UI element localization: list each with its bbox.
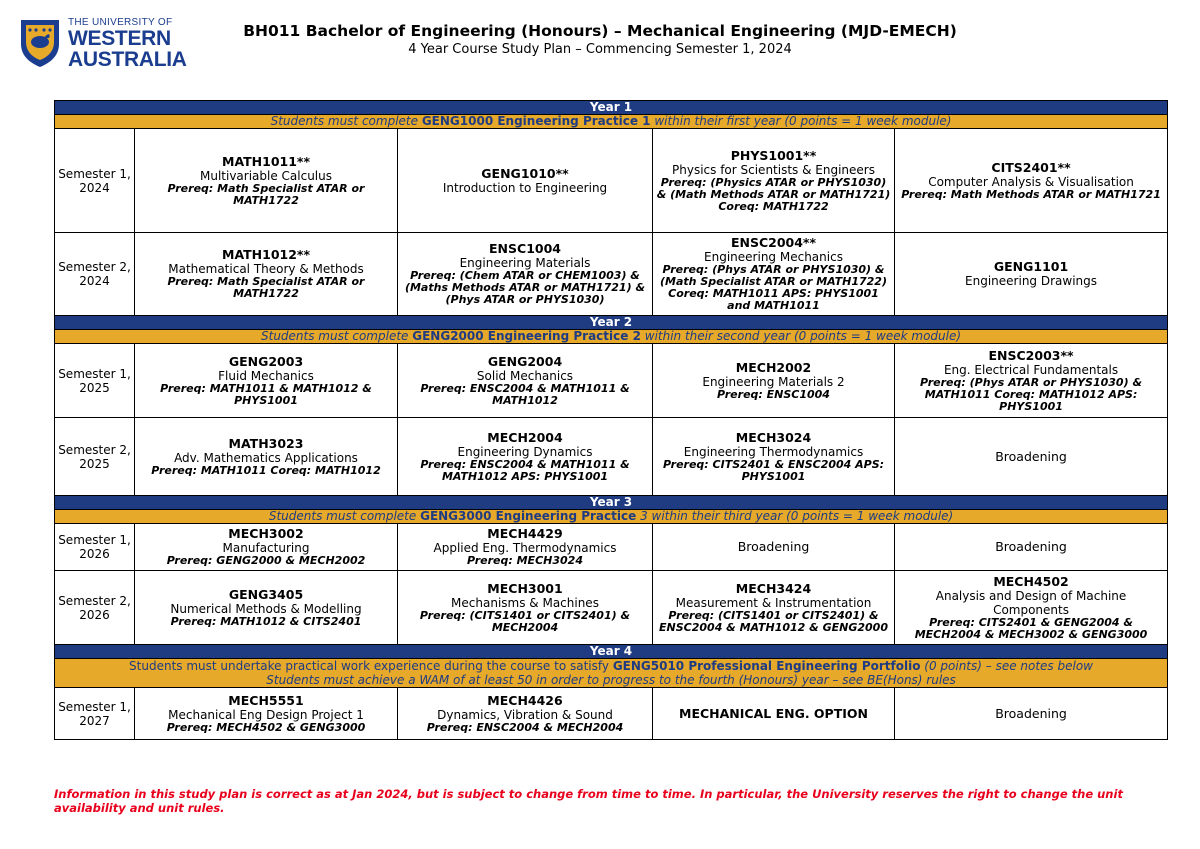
unit-name: Analysis and Design of Machine Components [935,588,1127,617]
unit-code: MECH4429 [487,526,563,541]
unit-code: MECH4426 [487,692,563,708]
unit-prereq: Prereq: MECH3024 [467,554,583,567]
unit-cell [653,524,895,571]
unit-name: Numerical Methods & Modelling [170,601,362,616]
semester-row [55,418,1168,496]
unit-prereq: Prereq: Math Methods ATAR or MATH1721 [901,187,1161,201]
broadening-label: Broadening [995,539,1067,554]
unit-cell [895,233,1168,316]
unit-cell [653,571,895,645]
unit-code: PHYS1001** [730,147,817,163]
broadening-label: Broadening [737,539,810,554]
unit-code: MECH3024 [735,429,812,445]
unit-cell [653,233,895,316]
unit-name: Manufacturing [222,541,310,555]
year-note-row [55,330,1168,344]
year-label: Year 3 [55,496,1168,510]
semester-label: Semester 1, 2024 [55,129,135,233]
logo-line-1: THE UNIVERSITY OF [68,17,173,28]
unit-code: ENSC2003** [988,347,1074,363]
unit-name: Applied Eng. Thermodynamics [433,541,617,555]
unit-name: Mechanisms & Machines [451,595,599,610]
unit-code: MECH4502 [993,573,1069,589]
unit-cell [895,571,1168,645]
logo-line-3: AUSTRALIA [68,48,187,71]
semester-label: Semester 1, 2027 [55,688,135,740]
unit-name: Engineering Drawings [965,274,1098,288]
unit-name: Physics for Scientists & Engineers [672,162,875,177]
unit-cell [135,524,398,571]
unit-prereq: Prereq: CITS2401 & ENSC2004 APS: PHYS1001 [662,457,885,483]
unit-prereq: Prereq: CITS2401 & GENG2004 & MECH2004 & MECH3002 & GENG3000 [914,615,1148,641]
option-label: MECHANICAL ENG. OPTION [679,705,868,721]
unit-name: Engineering Materials [459,256,591,270]
semester-row [55,688,1168,740]
unit-cell [398,688,653,740]
unit-name: Fluid Mechanics [218,368,314,383]
unit-prereq: Prereq: (CITS1401 or CITS2401) & MECH2004 [419,608,631,634]
unit-cell [135,688,398,740]
note-unit: GENG5010 Professional Engineering Portfolio [612,659,921,673]
logo-line-2: WESTERN [68,27,171,50]
note-unit: GENG2000 Engineering Practice 2 [412,329,641,343]
semester-label: Semester 2, 2025 [55,418,135,496]
unit-name: Mathematical Theory & Methods [168,262,364,276]
unit-cell [398,418,653,496]
year-note [55,510,1168,524]
unit-code: MECH3424 [735,580,812,596]
unit-name: Mechanical Eng Design Project 1 [168,707,364,722]
unit-cell [135,571,398,645]
year-note [55,330,1168,344]
footer-disclaimer: Information in this study plan is correct as at Jan 2024, but is subject to change from time to time. In particular, the University reserves the right to change the unit availability and unit rules. [54,787,1123,815]
year-note [55,115,1168,129]
year-note-row [55,115,1168,129]
unit-code: ENSC1004 [489,241,561,256]
note-text-pre: Students must complete [270,114,422,128]
unit-cell [653,688,895,740]
semester-row [55,571,1168,645]
university-logo [18,17,187,71]
year-note [55,659,1168,688]
unit-code: CITS2401** [991,159,1071,175]
unit-cell [398,571,653,645]
semester-label: Semester 2, 2024 [55,233,135,316]
unit-code: MECH3002 [228,526,304,541]
unit-name: Eng. Electrical Fundamentals [943,362,1119,377]
note-text-pre: Students must undertake practical work experience during the course to satisfy [129,659,613,673]
unit-prereq: Prereq: Math Specialist ATAR or MATH1722 [167,181,365,207]
unit-cell [653,129,895,233]
broadening-label: Broadening [995,705,1067,721]
university-wordmark [68,17,187,71]
unit-prereq: Prereq: (Phys ATAR or PHYS1030) & (Math Specialist ATAR or MATH1722) Coreq: MATH1011 APS: PHYS1001 and MATH1011 [660,263,887,312]
unit-cell [398,524,653,571]
unit-name: Engineering Thermodynamics [683,444,864,459]
unit-cell [895,129,1168,233]
unit-code: GENG1010** [481,165,569,181]
unit-cell [653,418,895,496]
year-label: Year 4 [55,645,1168,659]
semester-label: Semester 2, 2026 [55,571,135,645]
unit-name: Solid Mechanics [476,368,574,383]
unit-cell [135,233,398,316]
unit-code: MATH3023 [228,435,304,451]
unit-cell [135,418,398,496]
unit-name: Dynamics, Vibration & Sound [437,707,613,722]
unit-prereq: Prereq: (CITS1401 or CITS2401) & ENSC2004 & MATH1012 & GENG2000 [659,608,888,634]
unit-name: Engineering Dynamics [457,444,593,459]
unit-name: Adv. Mathematics Applications [174,450,358,465]
unit-name: Engineering Mechanics [704,250,843,264]
year-note-row [55,659,1168,688]
unit-prereq: Prereq: MATH1012 & CITS2401 [170,614,362,628]
year-header-row [55,496,1168,510]
page-subtitle: 4 Year Course Study Plan – Commencing Semester 1, 2024 [408,42,792,57]
note-wam-requirement: Students must achieve a WAM of at least 50 in order to progress to the fourth (Honours) year – see BE(Hons) rules [266,673,956,687]
unit-cell [895,344,1168,418]
year-header-row [55,101,1168,115]
unit-code: GENG1101 [993,259,1069,274]
study-plan-table [54,100,1168,740]
semester-label: Semester 1, 2026 [55,524,135,571]
unit-cell [398,129,653,233]
unit-code: MECH2004 [487,429,563,445]
year-header-row [55,645,1168,659]
semester-row [55,344,1168,418]
unit-code: MATH1011** [222,153,310,169]
year-header-row [55,316,1168,330]
unit-prereq: Prereq: ENSC2004 & MATH1011 & MATH1012 APS: PHYS1001 [420,457,630,483]
note-unit: GENG3000 Engineering Practice [420,509,637,523]
unit-code: GENG2004 [487,353,563,369]
unit-cell [653,344,895,418]
unit-prereq: Prereq: ENSC2004 & MATH1011 & MATH1012 [420,381,630,407]
note-text-pre: Students must complete [268,509,421,523]
unit-name: Engineering Materials 2 [702,374,845,389]
note-text-pre: Students must complete [261,329,413,343]
broadening-label: Broadening [995,448,1067,464]
semester-row [55,129,1168,233]
note-text-post: within their first year (0 points = 1 week module) [650,114,952,128]
unit-prereq: Prereq: ENSC1004 [717,387,830,401]
unit-code: ENSC2004** [730,235,817,250]
year-label: Year 2 [55,316,1168,330]
crest-icon [18,18,62,68]
unit-code: GENG3405 [228,586,304,602]
unit-code: MECH3001 [487,580,563,596]
unit-name: Measurement & Instrumentation [675,595,872,610]
unit-cell [895,418,1168,496]
unit-code: GENG2003 [228,353,304,369]
unit-prereq: Prereq: (Phys ATAR or PHYS1030) & MATH1011 Coreq: MATH1012 APS: PHYS1001 [920,375,1143,413]
document-header [200,22,1000,57]
unit-prereq: Prereq: MATH1011 & MATH1012 & PHYS1001 [160,381,372,407]
unit-cell [895,524,1168,571]
unit-code: MATH1012** [222,247,310,262]
year-note-row [55,510,1168,524]
unit-prereq: Prereq: MATH1011 Coreq: MATH1012 [151,463,381,477]
unit-name: Introduction to Engineering [442,180,608,195]
unit-code: MECH5551 [228,692,304,708]
unit-prereq: Prereq: (Chem ATAR or CHEM1003) & (Maths Methods ATAR or MATH1721) & (Phys ATAR or PHYS1030) [404,269,646,306]
semester-row [55,233,1168,316]
note-text-post: within their second year (0 points = 1 week module) [640,329,962,343]
unit-cell [398,344,653,418]
year-label: Year 1 [55,101,1168,115]
unit-prereq: Prereq: (Physics ATAR or PHYS1030) & (Math Methods ATAR or MATH1721) Coreq: MATH1722 [656,175,891,213]
note-unit: GENG1000 Engineering Practice 1 [421,114,651,128]
semester-label: Semester 1, 2025 [55,344,135,418]
unit-prereq: Prereq: GENG2000 & MECH2002 [166,554,366,567]
unit-code: MECH2002 [735,359,812,375]
semester-row [55,524,1168,571]
unit-cell [135,344,398,418]
unit-cell [895,688,1168,740]
unit-name: Multivariable Calculus [199,168,333,183]
unit-cell [135,129,398,233]
unit-prereq: Prereq: ENSC2004 & MECH2004 [426,720,624,734]
unit-name: Computer Analysis & Visualisation [928,174,1134,189]
page-title: BH011 Bachelor of Engineering (Honours) – Mechanical Engineering (MJD-EMECH) [243,22,957,40]
note-text-post: (0 points) – see notes below [920,659,1093,673]
unit-prereq: Prereq: Math Specialist ATAR or MATH1722 [167,275,365,300]
unit-cell [398,233,653,316]
note-text-post: 3 within their third year (0 points = 1 week module) [636,509,954,523]
unit-prereq: Prereq: MECH4502 & GENG3000 [166,720,366,734]
